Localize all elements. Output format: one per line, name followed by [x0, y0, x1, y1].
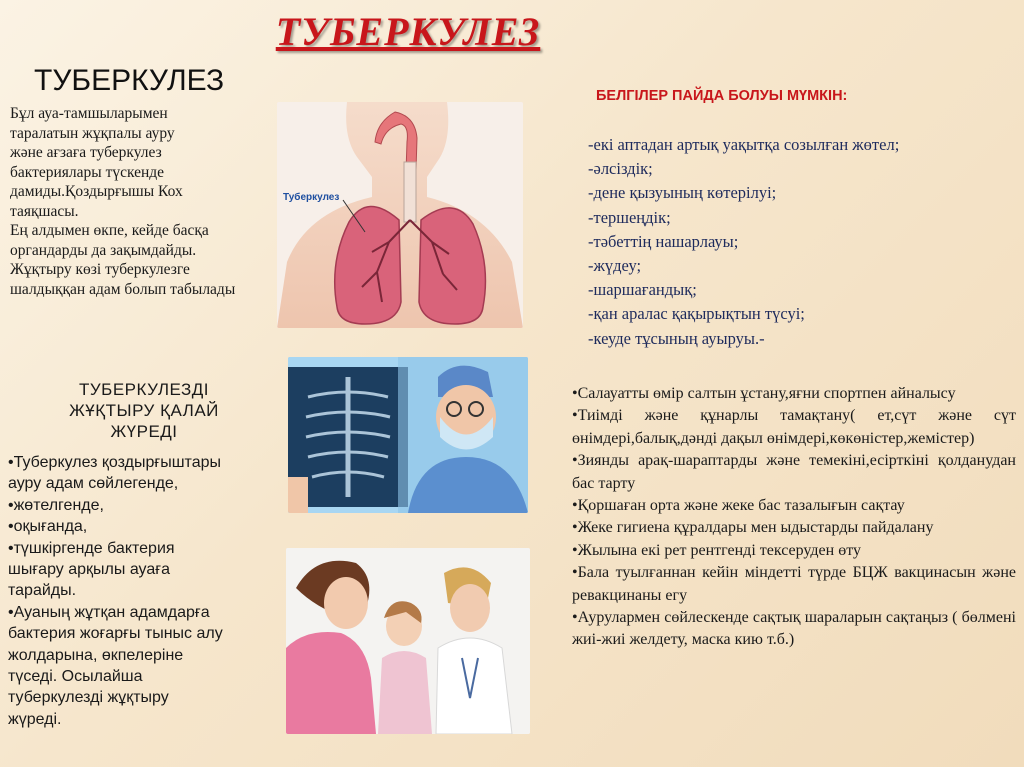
prevention-item: •Жеке гигиена құралдары мен ыдыстарды пайдалану — [572, 519, 934, 537]
prevention-item: •Жылына екі рет рентгенді тексеруден өту — [572, 541, 861, 559]
intro-line: дамиды.Қоздырғышы Кох — [10, 183, 183, 200]
intro-line: органдарды да зақымдайды. — [10, 241, 197, 259]
transmission-line: шығару арқылы ауаға — [8, 561, 170, 579]
symptom-item: -кеуде тұсының ауыруы.- — [588, 328, 765, 348]
transmission-heading-line: ТУБЕРКУЛЕЗДІ — [79, 380, 209, 399]
symptoms-list — [588, 133, 1008, 351]
intro-line: Бұл ауа-тамшыларымен — [10, 105, 168, 122]
transmission-heading-line: ЖҮРЕДІ — [110, 422, 178, 441]
transmission-line: •жөтелгенде, — [8, 496, 104, 514]
doctor-xray-icon — [288, 357, 528, 513]
lungs-icon — [277, 102, 523, 328]
intro-line: таяқшасы. — [10, 202, 79, 220]
doctor-child-photo — [286, 548, 530, 734]
transmission-line: •оқығанда, — [8, 518, 88, 536]
prevention-item: •Қоршаған орта және жеке бас тазалығын сақтау — [572, 497, 905, 515]
intro-line: шалдыққан адам болып табылады — [10, 280, 236, 298]
prevention-item: •Салауатты өмір салтын ұстану,яғни спортпен айналысу — [572, 385, 956, 402]
transmission-line: ауру адам сөйлегенде, — [8, 475, 179, 493]
symptom-item: -дене қызуының көтерілуі; — [588, 183, 777, 203]
prevention-item: •Аурулармен сөйлескенде сақтық шараларын сақтаңыз ( бөлмені жиі-жиі желдету, маска кию т.б.) — [572, 609, 1016, 649]
transmission-line: •Ауаның жұтқан адамдарға — [8, 603, 210, 621]
lungs-label: Туберкулез — [283, 192, 340, 203]
transmission-line: жолдарына, өкпелеріне — [8, 646, 184, 664]
doctor-child-icon — [286, 548, 530, 734]
transmission-list — [8, 452, 268, 730]
symptom-item: -шаршағандық; — [588, 280, 697, 300]
symptom-item: -қан аралас қақырықтын түсуі; — [588, 304, 805, 324]
symptom-item: -тәбеттің нашарлауы; — [588, 231, 739, 251]
transmission-line: түседі. Осылайша — [8, 668, 143, 686]
transmission-line: бактерия жоғарғы тыныс алу — [8, 625, 223, 643]
symptom-item: -екі аптадан артық уақытқа созылған жөтел; — [588, 135, 900, 154]
prevention-item: •Зиянды арақ-шараптарды және темекіні,есірткіні қолданудан бас тарту — [572, 452, 1016, 492]
symptom-item: -әлсіздік; — [588, 159, 653, 179]
symptom-item: -тершеңдік; — [588, 207, 671, 227]
transmission-line: туберкулезді жұқтыру — [8, 689, 169, 707]
intro-line: бактериялары түскенде — [10, 163, 165, 181]
prevention-item: •Бала туылғаннан кейін міндетті түрде БЦЖ вакцинасын және ревакцинаны егу — [572, 564, 1016, 604]
intro-line: Жұқтыру көзі туберкулезге — [10, 261, 190, 278]
lungs-illustration — [277, 102, 523, 328]
transmission-heading — [20, 379, 268, 442]
page-title: ТУБЕРКУЛЕЗ — [275, 9, 541, 54]
symptom-item: -жүдеу; — [588, 256, 642, 276]
doctor-xray-photo — [288, 357, 528, 513]
transmission-heading-line: ЖҰҚТЫРУ ҚАЛАЙ — [69, 401, 219, 420]
prevention-item: •Тиімді және құнарлы тамақтану( ет,сүт және сүт өнімдері,балық,дәнді дақыл өнімдері,көкөністер,жемістер) — [572, 407, 1016, 447]
intro-text — [10, 104, 272, 299]
symptoms-heading: БЕЛГІЛЕР ПАЙДА БОЛУЫ МҮМКІН: — [596, 88, 848, 104]
intro-line: таралатын жұқпалы ауру — [10, 124, 175, 142]
transmission-line: жүреді. — [8, 710, 62, 728]
intro-line: Ең алдымен өкпе, кейде басқа — [10, 222, 209, 239]
transmission-line: •Туберкулез қоздырғыштары — [8, 454, 221, 471]
intro-line: және ағзаға туберкулез — [10, 144, 162, 161]
prevention-list — [572, 383, 1016, 652]
intro-heading: ТУБЕРКУЛЕЗ — [34, 64, 225, 97]
transmission-line: •түшкіргенде бактерия — [8, 539, 175, 557]
transmission-line: тарайды. — [8, 582, 77, 600]
